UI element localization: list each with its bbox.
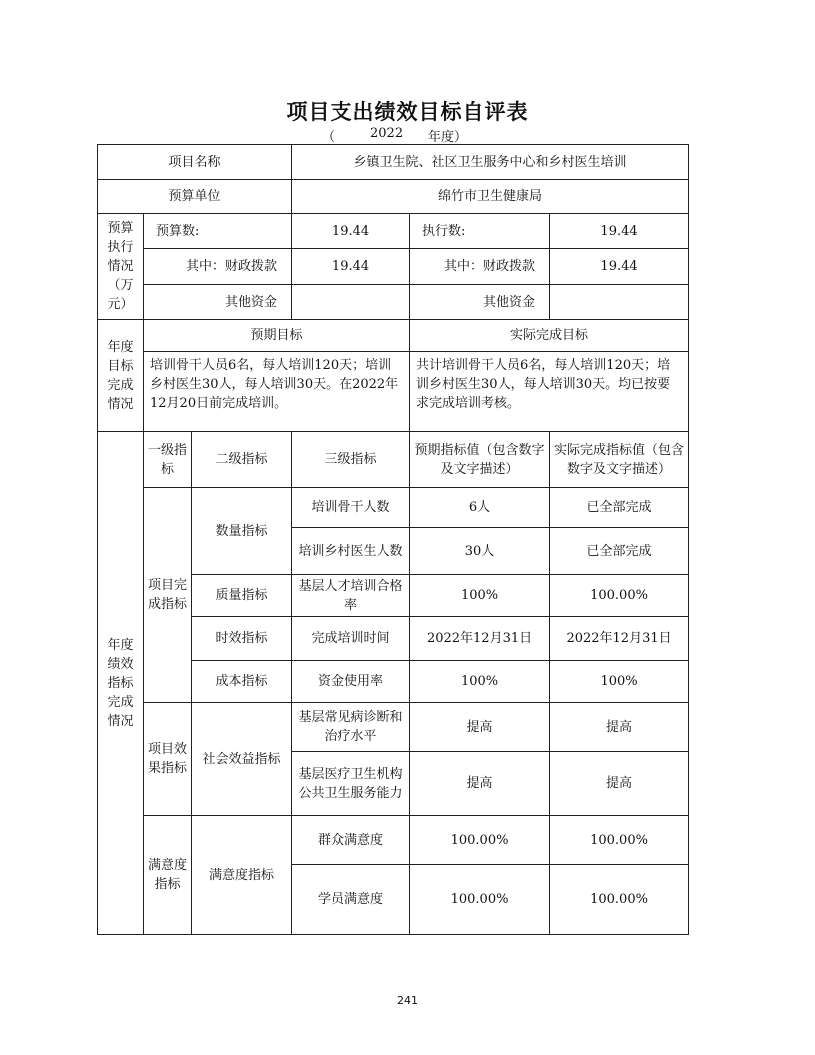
performance-table <box>97 144 689 935</box>
header-expected: 预期指标值（包含数字及文字描述） <box>410 432 550 488</box>
fiscal-row <box>98 249 689 285</box>
project-name-label: 项目名称 <box>98 145 292 180</box>
fiscal-label: 其中：财政拨款 <box>144 249 292 285</box>
level2-label: 质量指标 <box>192 575 292 617</box>
exec-amount-value: 19.44 <box>550 214 689 249</box>
subtitle-close: 年度） <box>428 130 468 145</box>
expected-goal-label: 预期目标 <box>144 320 410 352</box>
actual-value: 100% <box>550 661 689 703</box>
annual-goal-text-row <box>98 352 689 432</box>
level3-label: 资金使用率 <box>292 661 410 703</box>
performance-section-label: 年度绩效指标完成情况 <box>98 432 144 935</box>
fiscal-budget-value: 19.44 <box>292 249 410 285</box>
group-effect-label: 项目效果指标 <box>144 703 192 816</box>
level2-label: 时效指标 <box>192 617 292 661</box>
fiscal-exec-label: 其中：财政拨款 <box>410 249 550 285</box>
budget-amount-label: 预算数: <box>144 214 292 249</box>
expected-goal-text: 培训骨干人员6名，每人培训120天；培训乡村医生30人，每人培训30天。在2022年12月20日前完成培训。 <box>144 352 410 432</box>
exec-amount-label: 执行数: <box>410 214 550 249</box>
fiscal-exec-value: 19.44 <box>550 249 689 285</box>
subtitle-open: （ <box>322 130 336 145</box>
expected-value: 2022年12月31日 <box>410 617 550 661</box>
header-level2: 二级指标 <box>192 432 292 488</box>
project-name-row <box>98 145 689 180</box>
level3-label: 基层医疗卫生机构公共卫生服务能力 <box>292 752 410 816</box>
level3-label: 培训乡村医生人数 <box>292 528 410 575</box>
level3-label: 完成培训时间 <box>292 617 410 661</box>
other-funds-label: 其他资金 <box>144 285 292 320</box>
budget-amount-value: 19.44 <box>292 214 410 249</box>
table-row <box>98 488 689 528</box>
level2-label: 社会效益指标 <box>192 703 292 816</box>
level2-label: 满意度指标 <box>192 816 292 935</box>
level3-label: 学员满意度 <box>292 865 410 935</box>
subtitle-year-value: 2022 <box>370 126 404 141</box>
expected-value: 6人 <box>410 488 550 528</box>
actual-goal-text: 共计培训骨干人员6名，每人培训120天；培训乡村医生30人，每人培训30天。均已按要求完成培训考核。 <box>410 352 689 432</box>
actual-value: 已全部完成 <box>550 488 689 528</box>
expected-value: 100.00% <box>410 865 550 935</box>
actual-value: 2022年12月31日 <box>550 617 689 661</box>
page-title: 项目支出绩效目标自评表 <box>286 100 529 124</box>
header-level1: 一级指标 <box>144 432 192 488</box>
actual-value: 100.00% <box>550 865 689 935</box>
level2-label: 数量指标 <box>192 488 292 575</box>
header-level3: 三级指标 <box>292 432 410 488</box>
actual-value: 100.00% <box>550 816 689 865</box>
other-funds-row <box>98 285 689 320</box>
budget-row <box>98 214 689 249</box>
expected-value: 100% <box>410 661 550 703</box>
project-name-value: 乡镇卫生院、社区卫生服务中心和乡村医生培训 <box>292 145 689 180</box>
other-funds-exec <box>550 285 689 320</box>
actual-goal-label: 实际完成目标 <box>410 320 689 352</box>
level3-label: 群众满意度 <box>292 816 410 865</box>
indicator-header-row <box>98 432 689 488</box>
level3-label: 基层人才培训合格率 <box>292 575 410 617</box>
expected-value: 提高 <box>410 752 550 816</box>
expected-value: 100% <box>410 575 550 617</box>
table-row <box>98 703 689 752</box>
page-number: 241 <box>397 994 418 1007</box>
group-output-label: 项目完成指标 <box>144 488 192 703</box>
actual-value: 已全部完成 <box>550 528 689 575</box>
actual-value: 提高 <box>550 752 689 816</box>
budget-unit-row <box>98 180 689 214</box>
budget-unit-value: 绵竹市卫生健康局 <box>292 180 689 214</box>
table-row <box>98 816 689 865</box>
expected-value: 30人 <box>410 528 550 575</box>
expected-value: 100.00% <box>410 816 550 865</box>
annual-goal-header-row <box>98 320 689 352</box>
group-satisfaction-label: 满意度指标 <box>144 816 192 935</box>
header-actual: 实际完成指标值（包含数字及文字描述） <box>550 432 689 488</box>
expected-value: 提高 <box>410 703 550 752</box>
level3-label: 培训骨干人数 <box>292 488 410 528</box>
budget-section-label: 预算执行情况（万元） <box>98 214 144 320</box>
other-funds-budget <box>292 285 410 320</box>
level3-label: 基层常见病诊断和治疗水平 <box>292 703 410 752</box>
annual-goal-section-label: 年度目标完成情况 <box>98 320 144 432</box>
level2-label: 成本指标 <box>192 661 292 703</box>
actual-value: 提高 <box>550 703 689 752</box>
actual-value: 100.00% <box>550 575 689 617</box>
other-funds-exec-label: 其他资金 <box>410 285 550 320</box>
budget-unit-label: 预算单位 <box>98 180 292 214</box>
